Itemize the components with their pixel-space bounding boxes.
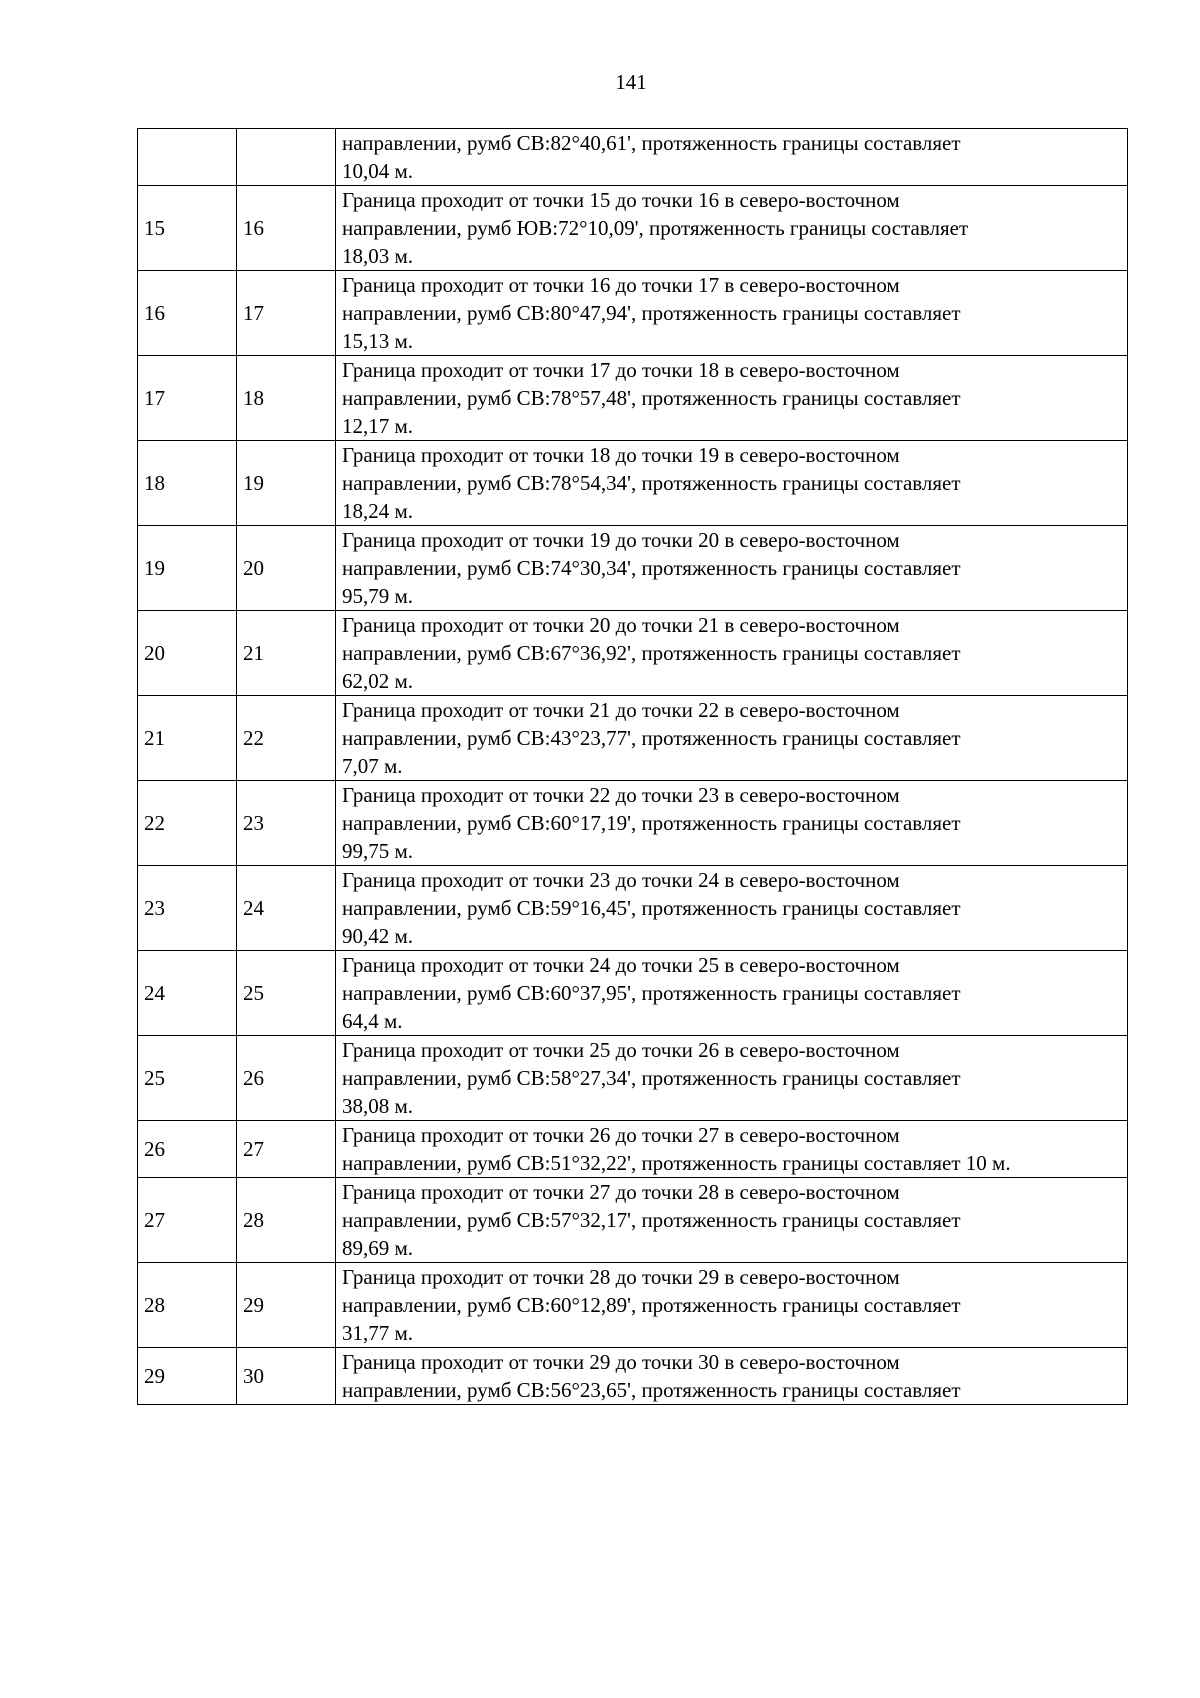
description-line: направлении, румб СВ:80°47,94', протяженность границы составляет <box>342 301 961 325</box>
point-from-cell: 25 <box>138 1036 237 1121</box>
boundary-description-cell <box>336 441 1128 526</box>
description-line: 15,13 м. <box>342 329 414 353</box>
point-to-cell: 25 <box>237 951 336 1036</box>
point-from-cell: 19 <box>138 526 237 611</box>
point-from-cell: 16 <box>138 271 237 356</box>
boundary-description-cell <box>336 129 1128 186</box>
point-from-cell <box>138 129 237 186</box>
description-line: Граница проходит от точки 17 до точки 18 в северо-восточном <box>342 358 900 382</box>
description-line: Граница проходит от точки 25 до точки 26 в северо-восточном <box>342 1038 900 1062</box>
description-line: направлении, румб СВ:58°27,34', протяженность границы составляет <box>342 1066 961 1090</box>
point-to-cell: 28 <box>237 1178 336 1263</box>
description-line: направлении, румб ЮВ:72°10,09', протяженность границы составляет <box>342 216 969 240</box>
description-line: 95,79 м. <box>342 584 414 608</box>
boundary-description-cell <box>336 1121 1128 1178</box>
description-line: 18,03 м. <box>342 244 414 268</box>
description-line: Граница проходит от точки 15 до точки 16 в северо-восточном <box>342 188 900 212</box>
boundary-description-cell <box>336 696 1128 781</box>
description-line: Граница проходит от точки 18 до точки 19 в северо-восточном <box>342 443 900 467</box>
description-line: 62,02 м. <box>342 669 414 693</box>
description-line: 18,24 м. <box>342 499 414 523</box>
point-to-cell: 19 <box>237 441 336 526</box>
description-line: Граница проходит от точки 16 до точки 17 в северо-восточном <box>342 273 900 297</box>
table-row <box>138 866 1128 951</box>
point-to-cell: 30 <box>237 1348 336 1405</box>
description-line: направлении, румб СВ:56°23,65', протяженность границы составляет <box>342 1378 961 1402</box>
description-line: 89,69 м. <box>342 1236 414 1260</box>
boundary-description-cell <box>336 271 1128 356</box>
point-to-cell: 18 <box>237 356 336 441</box>
description-line: Граница проходит от точки 26 до точки 27 в северо-восточном <box>342 1123 900 1147</box>
description-line: направлении, румб СВ:67°36,92', протяженность границы составляет <box>342 641 961 665</box>
point-to-cell <box>237 129 336 186</box>
boundary-description-cell <box>336 1263 1128 1348</box>
point-from-cell: 23 <box>138 866 237 951</box>
description-line: направлении, румб СВ:78°57,48', протяженность границы составляет <box>342 386 961 410</box>
description-line: 7,07 м. <box>342 754 403 778</box>
point-from-cell: 28 <box>138 1263 237 1348</box>
boundary-description-cell <box>336 1036 1128 1121</box>
description-line: направлении, румб СВ:60°37,95', протяженность границы составляет <box>342 981 961 1005</box>
description-line: направлении, румб СВ:82°40,61', протяженность границы составляет <box>342 131 961 155</box>
point-to-cell: 16 <box>237 186 336 271</box>
description-line: 64,4 м. <box>342 1009 403 1033</box>
description-line: 31,77 м. <box>342 1321 414 1345</box>
boundary-table <box>137 128 1128 1405</box>
boundary-description-cell <box>336 866 1128 951</box>
description-line: Граница проходит от точки 21 до точки 22 в северо-восточном <box>342 698 900 722</box>
description-line: направлении, румб СВ:74°30,34', протяженность границы составляет <box>342 556 961 580</box>
point-from-cell: 18 <box>138 441 237 526</box>
description-line: Граница проходит от точки 23 до точки 24 в северо-восточном <box>342 868 900 892</box>
table-body <box>138 129 1128 1405</box>
point-to-cell: 22 <box>237 696 336 781</box>
table-row <box>138 1178 1128 1263</box>
point-from-cell: 21 <box>138 696 237 781</box>
boundary-description-cell <box>336 781 1128 866</box>
boundary-description-cell <box>336 611 1128 696</box>
point-to-cell: 23 <box>237 781 336 866</box>
table-row <box>138 1121 1128 1178</box>
description-line: направлении, румб СВ:51°32,22', протяженность границы составляет 10 м. <box>342 1151 1011 1175</box>
description-line: направлении, румб СВ:78°54,34', протяженность границы составляет <box>342 471 961 495</box>
description-line: Граница проходит от точки 24 до точки 25 в северо-восточном <box>342 953 900 977</box>
table-row <box>138 441 1128 526</box>
point-from-cell: 26 <box>138 1121 237 1178</box>
description-line: Граница проходит от точки 19 до точки 20 в северо-восточном <box>342 528 900 552</box>
table-row <box>138 696 1128 781</box>
description-line: направлении, румб СВ:59°16,45', протяженность границы составляет <box>342 896 961 920</box>
point-to-cell: 21 <box>237 611 336 696</box>
page-number: 141 <box>615 70 647 94</box>
description-line: 12,17 м. <box>342 414 414 438</box>
boundary-description-cell <box>336 356 1128 441</box>
description-line: направлении, румб СВ:60°17,19', протяженность границы составляет <box>342 811 961 835</box>
description-line: 10,04 м. <box>342 159 414 183</box>
point-from-cell: 29 <box>138 1348 237 1405</box>
point-to-cell: 29 <box>237 1263 336 1348</box>
description-line: Граница проходит от точки 20 до точки 21 в северо-восточном <box>342 613 900 637</box>
description-line: направлении, румб СВ:60°12,89', протяженность границы составляет <box>342 1293 961 1317</box>
boundary-description-cell <box>336 951 1128 1036</box>
point-from-cell: 22 <box>138 781 237 866</box>
description-line: 99,75 м. <box>342 839 414 863</box>
description-line: Граница проходит от точки 28 до точки 29 в северо-восточном <box>342 1265 900 1289</box>
table-row <box>138 1263 1128 1348</box>
table-row <box>138 526 1128 611</box>
description-line: 38,08 м. <box>342 1094 414 1118</box>
table-row <box>138 1036 1128 1121</box>
boundary-description-cell <box>336 1348 1128 1405</box>
description-line: Граница проходит от точки 22 до точки 23 в северо-восточном <box>342 783 900 807</box>
table-row <box>138 781 1128 866</box>
point-from-cell: 24 <box>138 951 237 1036</box>
point-to-cell: 27 <box>237 1121 336 1178</box>
description-line: Граница проходит от точки 27 до точки 28 в северо-восточном <box>342 1180 900 1204</box>
table-row <box>138 951 1128 1036</box>
table-row <box>138 1348 1128 1405</box>
description-line: 90,42 м. <box>342 924 414 948</box>
table-row <box>138 611 1128 696</box>
point-from-cell: 17 <box>138 356 237 441</box>
point-from-cell: 27 <box>138 1178 237 1263</box>
point-to-cell: 24 <box>237 866 336 951</box>
description-line: направлении, румб СВ:57°32,17', протяженность границы составляет <box>342 1208 961 1232</box>
table-row <box>138 186 1128 271</box>
table-row <box>138 271 1128 356</box>
point-from-cell: 20 <box>138 611 237 696</box>
boundary-description-cell <box>336 526 1128 611</box>
table-row <box>138 356 1128 441</box>
point-to-cell: 26 <box>237 1036 336 1121</box>
point-to-cell: 20 <box>237 526 336 611</box>
description-line: Граница проходит от точки 29 до точки 30 в северо-восточном <box>342 1350 900 1374</box>
table-row <box>138 129 1128 186</box>
point-to-cell: 17 <box>237 271 336 356</box>
point-from-cell: 15 <box>138 186 237 271</box>
boundary-description-cell <box>336 186 1128 271</box>
description-line: направлении, румб СВ:43°23,77', протяженность границы составляет <box>342 726 961 750</box>
boundary-description-cell <box>336 1178 1128 1263</box>
